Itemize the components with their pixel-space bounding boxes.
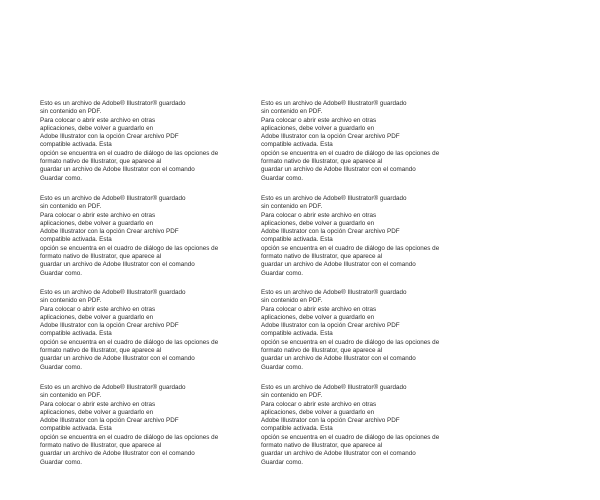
notice-line: compatible activada. Esta bbox=[40, 236, 112, 244]
notice-block-8 bbox=[261, 384, 471, 467]
notice-line: Adobe Illustrator con la opción Crear archivo PDF bbox=[40, 322, 179, 330]
notice-line: Adobe Illustrator con la opción Crear archivo PDF bbox=[40, 133, 179, 141]
notice-line: opción se encuentra en el cuadro de diálogo de las opciones de bbox=[40, 433, 219, 441]
notice-line: Para colocar o abrir este archivo en otras bbox=[40, 211, 156, 219]
notice-line: compatible activada. Esta bbox=[40, 425, 112, 433]
notice-line: Guardar como. bbox=[261, 458, 303, 466]
notice-line: guardar un archivo de Adobe Illustrator con el comando bbox=[261, 355, 416, 363]
notice-line: guardar un archivo de Adobe Illustrator con el comando bbox=[40, 355, 195, 363]
notice-line: compatible activada. Esta bbox=[261, 236, 333, 244]
notice-line: guardar un archivo de Adobe Illustrator con el comando bbox=[40, 261, 195, 269]
notice-line: aplicaciones, debe volver a guardarlo en bbox=[261, 408, 375, 416]
notice-line: sin contenido en PDF. bbox=[40, 203, 102, 211]
notice-line: Esto es un archivo de Adobe® Illustrator® guardado bbox=[261, 384, 407, 391]
notice-line: formato nativo de Illustrator, que aparece al bbox=[261, 253, 383, 261]
notice-block-1 bbox=[40, 100, 250, 183]
notice-line: opción se encuentra en el cuadro de diálogo de las opciones de bbox=[261, 433, 440, 441]
notice-line: guardar un archivo de Adobe Illustrator con el comando bbox=[40, 166, 195, 174]
notice-block-3 bbox=[40, 195, 250, 278]
notice-line: Para colocar o abrir este archivo en otras bbox=[261, 400, 377, 408]
notice-line: guardar un archivo de Adobe Illustrator con el comando bbox=[261, 261, 416, 269]
notice-line: sin contenido en PDF. bbox=[40, 392, 102, 400]
notice-line: guardar un archivo de Adobe Illustrator con el comando bbox=[261, 166, 416, 174]
notice-line: sin contenido en PDF. bbox=[261, 297, 323, 305]
notice-line: sin contenido en PDF. bbox=[261, 392, 323, 400]
notice-block-4 bbox=[261, 195, 471, 278]
notice-line: opción se encuentra en el cuadro de diálogo de las opciones de bbox=[40, 338, 219, 346]
notice-line: aplicaciones, debe volver a guardarlo en bbox=[40, 313, 154, 321]
notice-line: compatible activada. Esta bbox=[40, 141, 112, 149]
notice-line: Guardar como. bbox=[40, 458, 82, 466]
notice-line: aplicaciones, debe volver a guardarlo en bbox=[261, 219, 375, 227]
notice-line: Guardar como. bbox=[40, 174, 82, 182]
notice-line: Para colocar o abrir este archivo en otras bbox=[40, 116, 156, 124]
notice-line: aplicaciones, debe volver a guardarlo en bbox=[261, 313, 375, 321]
notice-line: guardar un archivo de Adobe Illustrator con el comando bbox=[261, 450, 416, 458]
notice-line: compatible activada. Esta bbox=[40, 330, 112, 338]
notice-line: Esto es un archivo de Adobe® Illustrator® guardado bbox=[40, 195, 186, 202]
notice-line: Para colocar o abrir este archivo en otras bbox=[40, 305, 156, 313]
notice-line: aplicaciones, debe volver a guardarlo en bbox=[40, 124, 154, 132]
notice-block-6 bbox=[261, 289, 471, 372]
notice-line: Esto es un archivo de Adobe® Illustrator® guardado bbox=[40, 384, 186, 391]
notice-line: Esto es un archivo de Adobe® Illustrator® guardado bbox=[261, 195, 407, 202]
notice-line: Esto es un archivo de Adobe® Illustrator® guardado bbox=[261, 289, 407, 296]
notice-line: sin contenido en PDF. bbox=[40, 297, 102, 305]
notice-line: opción se encuentra en el cuadro de diálogo de las opciones de bbox=[261, 338, 440, 346]
notice-line: Para colocar o abrir este archivo en otras bbox=[261, 305, 377, 313]
notice-line: compatible activada. Esta bbox=[261, 330, 333, 338]
notice-line: Para colocar o abrir este archivo en otras bbox=[261, 116, 377, 124]
notice-line: Esto es un archivo de Adobe® Illustrator® guardado bbox=[40, 100, 186, 107]
notice-line: Esto es un archivo de Adobe® Illustrator® guardado bbox=[40, 289, 186, 296]
notice-line: Adobe Illustrator con la opción Crear archivo PDF bbox=[40, 228, 179, 236]
notice-line: formato nativo de Illustrator, que aparece al bbox=[261, 442, 383, 450]
notice-line: formato nativo de Illustrator, que aparece al bbox=[261, 347, 383, 355]
notice-line: Guardar como. bbox=[261, 363, 303, 371]
notice-line: opción se encuentra en el cuadro de diálogo de las opciones de bbox=[261, 244, 440, 252]
notice-line: Esto es un archivo de Adobe® Illustrator® guardado bbox=[261, 100, 407, 107]
notice-line: opción se encuentra en el cuadro de diálogo de las opciones de bbox=[40, 244, 219, 252]
notice-line: formato nativo de Illustrator, que aparece al bbox=[40, 158, 162, 166]
notice-line: Adobe Illustrator con la opción Crear archivo PDF bbox=[261, 228, 400, 236]
notice-line: Adobe Illustrator con la opción Crear archivo PDF bbox=[261, 133, 400, 141]
notice-line: sin contenido en PDF. bbox=[40, 108, 102, 116]
notice-line: Adobe Illustrator con la opción Crear archivo PDF bbox=[261, 322, 400, 330]
notice-line: aplicaciones, debe volver a guardarlo en bbox=[40, 408, 154, 416]
notice-line: formato nativo de Illustrator, que aparece al bbox=[261, 158, 383, 166]
notice-line: guardar un archivo de Adobe Illustrator con el comando bbox=[40, 450, 195, 458]
notice-block-7 bbox=[40, 384, 250, 467]
notice-line: aplicaciones, debe volver a guardarlo en bbox=[261, 124, 375, 132]
notice-block-2 bbox=[261, 100, 471, 183]
notice-line: opción se encuentra en el cuadro de diálogo de las opciones de bbox=[261, 149, 440, 157]
notice-line: Guardar como. bbox=[261, 269, 303, 277]
notice-line: opción se encuentra en el cuadro de diálogo de las opciones de bbox=[40, 149, 219, 157]
notice-line: sin contenido en PDF. bbox=[261, 108, 323, 116]
notice-line: compatible activada. Esta bbox=[261, 425, 333, 433]
notice-line: Para colocar o abrir este archivo en otras bbox=[261, 211, 377, 219]
notice-block-5 bbox=[40, 289, 250, 372]
notice-line: Para colocar o abrir este archivo en otras bbox=[40, 400, 156, 408]
notice-line: formato nativo de Illustrator, que aparece al bbox=[40, 253, 162, 261]
notice-line: sin contenido en PDF. bbox=[261, 203, 323, 211]
notice-line: Adobe Illustrator con la opción Crear archivo PDF bbox=[40, 417, 179, 425]
notice-line: Adobe Illustrator con la opción Crear archivo PDF bbox=[261, 417, 400, 425]
notice-line: Guardar como. bbox=[261, 174, 303, 182]
notice-line: formato nativo de Illustrator, que aparece al bbox=[40, 442, 162, 450]
notice-line: Guardar como. bbox=[40, 363, 82, 371]
notice-line: aplicaciones, debe volver a guardarlo en bbox=[40, 219, 154, 227]
notice-line: formato nativo de Illustrator, que aparece al bbox=[40, 347, 162, 355]
notice-line: Guardar como. bbox=[40, 269, 82, 277]
notice-line: compatible activada. Esta bbox=[261, 141, 333, 149]
